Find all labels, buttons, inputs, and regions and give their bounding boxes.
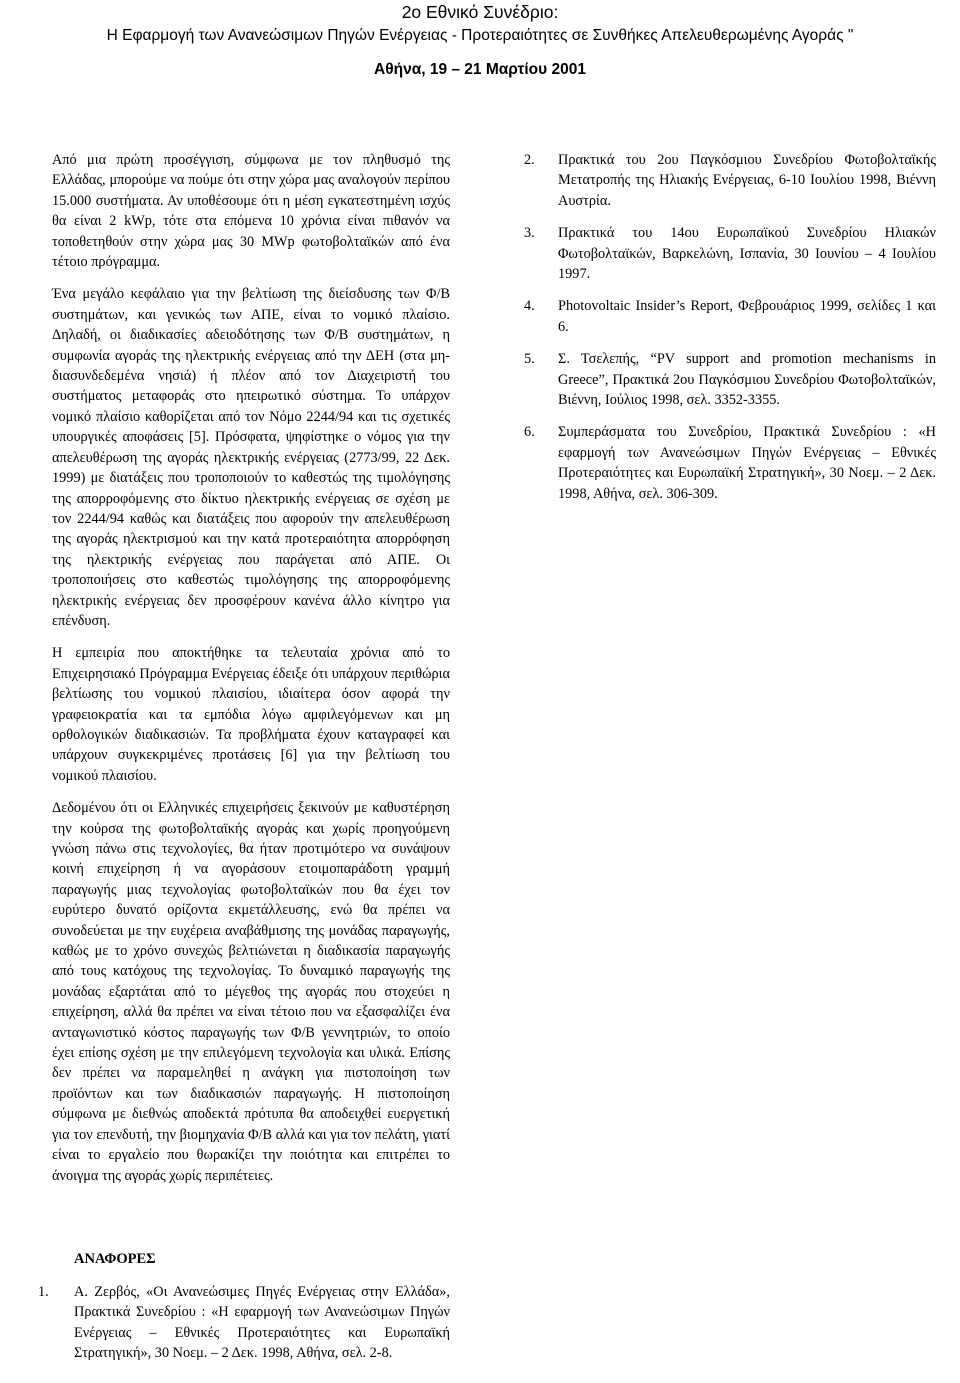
reference-number: 3. <box>524 225 535 242</box>
reference-text: Συμπεράσματα του Συνεδρίου, Πρακτικά Συνεδρίου : «Η εφαρμογή των Ανανεώσιμων Πηγών Ενέργειας – Εθνικές Προτεραιότητες και Ευρωπαϊκή Στρατηγική», 30 Νοεμ. – 2 Δεκ. 1998, Αθήνα, σελ. 306-309. <box>558 424 936 502</box>
reference-item <box>38 1282 450 1364</box>
paragraph-1: Από μια πρώτη προσέγγιση, σύμφωνα με τον πληθυσμό της Ελλάδας, μπορούμε να πούμε ότι στην χώρα μας αναλογούν περίπου 15.000 συστήματα. Αν υποθέσουμε ότι η μέση εγκατεστημένη ισχύς θα είναι 2 kWp, τότε στα επόμενα 10 χρόνια είναι πιθανόν να τοποθετηθούν στην χώρα μας 30 MWp φωτοβολταϊκών από ένα τέτοιο πρόγραμμα. <box>52 152 450 271</box>
reference-text: Photovoltaic Insider’s Report, Φεβρουάριος 1999, σελίδες 1 και 6. <box>558 298 936 335</box>
reference-text: Σ. Τσελεπής, “PV support and promotion mechanisms in Greece”, Πρακτικά 2ου Παγκόσμιου Συνεδρίου Φωτοβολταϊκών, Βιέννη, Ιούλιος 1998, σελ. 3352-3355. <box>558 351 936 409</box>
reference-text: Α. Ζερβός, «Οι Ανανεώσιμες Πηγές Ενέργειας στην Ελλάδα», Πρακτικά Συνεδρίου : «Η εφαρμογή των Ανανεώσιμων Πηγών Ενέργειας – Εθνικές Προτεραιότητες και Ευρωπαϊκή Στρατηγική», 30 Νοεμ. – 2 Δεκ. 1998, Αθήνα, σελ. 2-8. <box>74 1284 450 1362</box>
reference-number: 6. <box>524 424 535 441</box>
reference-number: 2. <box>524 152 535 168</box>
paragraph-3: Η εμπειρία που αποκτήθηκε τα τελευταία χρόνια από το Επιχειρησιακό Πρόγραμμα Ενέργειας έδειξε ότι υπάρχουν περιθώρια βελτίωσης του νομικού πλαισίου, ιδιαίτερα όσον αφορά την γραφειοκρατία και τα εμπόδια λόγω αμφιλεγόμενων και μη ορθολογικών διαδικασιών. Τα προβλήματα έχουν καταγραφεί και υπάρχουν συγκεκριμένες προτάσεις [6] για την βελτίωση του νομικού πλαισίου. <box>52 645 450 784</box>
reference-text: Πρακτικά του 2ου Παγκόσμιου Συνεδρίου Φωτοβολταϊκής Μετατροπής της Ηλιακής Ενέργειας, 6-10 Ιουλίου 1998, Βιέννη Αυστρία. <box>558 152 936 209</box>
reference-number: 4. <box>524 298 535 315</box>
conference-title: 2ο Εθνικό Συνέδριο: <box>401 2 559 22</box>
references-heading: ΑΝΑΦΟΡΕΣ <box>74 1251 156 1267</box>
conference-subtitle: Η Εφαρμογή των Ανανεώσιμων Πηγών Ενέργειας - Προτεραιότητες σε Συνθήκες Απελευθερωμένης Αγοράς " <box>106 27 854 44</box>
reference-number: 1. <box>38 1284 49 1300</box>
reference-item <box>520 296 936 337</box>
reference-text: Πρακτικά του 14ου Ευρωπαϊκού Συνεδρίου Ηλιακών Φωτοβολταϊκών, Βαρκελώνη, Ισπανία, 30 Ιουνίου – 4 Ιουλίου 1997. <box>558 225 936 283</box>
references-list-left <box>38 1282 450 1376</box>
conference-date: Αθήνα, 19 – 21 Μαρτίου 2001 <box>374 61 586 78</box>
reference-item <box>520 223 936 284</box>
reference-item <box>520 422 936 504</box>
reference-item <box>520 349 936 410</box>
right-column <box>520 150 936 516</box>
left-column <box>52 150 450 1198</box>
reference-number: 5. <box>524 351 535 368</box>
paragraph-4: Δεδομένου ότι οι Ελληνικές επιχειρήσεις ξεκινούν με καθυστέρηση την κούρσα της φωτοβολταϊκής αγοράς και χωρίς προηγούμενη γνώση πάνω στις τεχνολογίες, θα ήταν προτιμότερο να συνάψουν κοινή επιχείρηση ή να αγοράσουν ετοιμοπαράδοτη γραμμή παραγωγής μιας τεχνολογίας φωτοβολταϊκών που θα έχει τον ευρύτερο δυνατό ορίζοντα εκμετάλλευσης, ενώ θα πρέπει να συνοδεύεται με την ευχέρεια αναβάθμισης της μονάδας παραγωγής, καθώς με το χρόνο συνεχώς βελτιώνεται η διαδικασία παραγωγής από τους κατόχους της τεχνολογίας. Το δυναμικό παραγωγής της μονάδας εξαρτάται από το μέγεθος της αγοράς που στοχεύει η επιχείρηση, αλλά θα πρέπει να είναι τέτοιο που να εξασφαλίζει ένα ανταγωνιστικό κόστος παραγωγής των Φ/Β γεννητριών, το οποίο έχει επίσης σχέση με την επιλεγόμενη τεχνολογία και υλικά. Επίσης δεν πρέπει να παραμεληθεί η ανάγκη για πιστοποίηση των προϊόντων και των διαδικασιών παραγωγής. Η πιστοποίηση σύμφωνα με διεθνώς αποδεκτά πρότυπα θα αποδειχθεί ευεργετική για τον επενδυτή, την βιομηχανία Φ/Β αλλά και για τον πελάτη, γιατί είναι το εργαλείο που θωρακίζει την ποιότητα και επιτρέπει το άνοιγμα της αγοράς χωρίς περιπέτειες. <box>52 800 450 1184</box>
paragraph-2: Ένα μεγάλο κεφάλαιο για την βελτίωση της διείσδυσης των Φ/Β συστημάτων, και γενικώς των ΑΠΕ, είναι το νομικό πλαίσιο. Δηλαδή, οι διαδικασίες αδειοδότησης των Φ/Β συστημάτων, η συμφωνία αγοράς της ηλεκτρικής ενέργειας από την ΔΕΗ (στα μη-διασυνδεδεμένα νησιά) ή πλέον από τον Διαχειριστή του συστήματος μεταφοράς στο ηπειρωτικό σύστημα. Το υπάρχον νομικό πλαίσιο καθορίζεται από τον Νόμο 2244/94 και τις σχετικές υπουργικές αποφάσεις [5]. Πρόσφατα, ψηφίστηκε ο νόμος για την απελευθέρωση της αγοράς ηλεκτρικής ενέργειας (2773/99, 22 Δεκ. 1999) με διατάξεις που τροποποιούν το καθεστώς της τιμολόγησης της απορροφόμενης στο δίκτυο ηλεκτρικής ενέργειας σε σχέση με τον 2244/94 καθώς και διατάξεις που αφορούν την απελευθέρωση της αγοράς ηλεκτρισμού και την κατά προτεραιότητα απορρόφηση της ηλεκτρικής ενέργειας που παράγεται από ΑΠΕ. Οι τροποποιήσεις στο καθεστώς τιμολόγησης της απορροφόμενης ηλεκτρικής ενέργειας δεν προσφέρουν κανένα άλλο κίνητρο για επένδυση. <box>52 286 450 629</box>
reference-item <box>520 150 936 211</box>
